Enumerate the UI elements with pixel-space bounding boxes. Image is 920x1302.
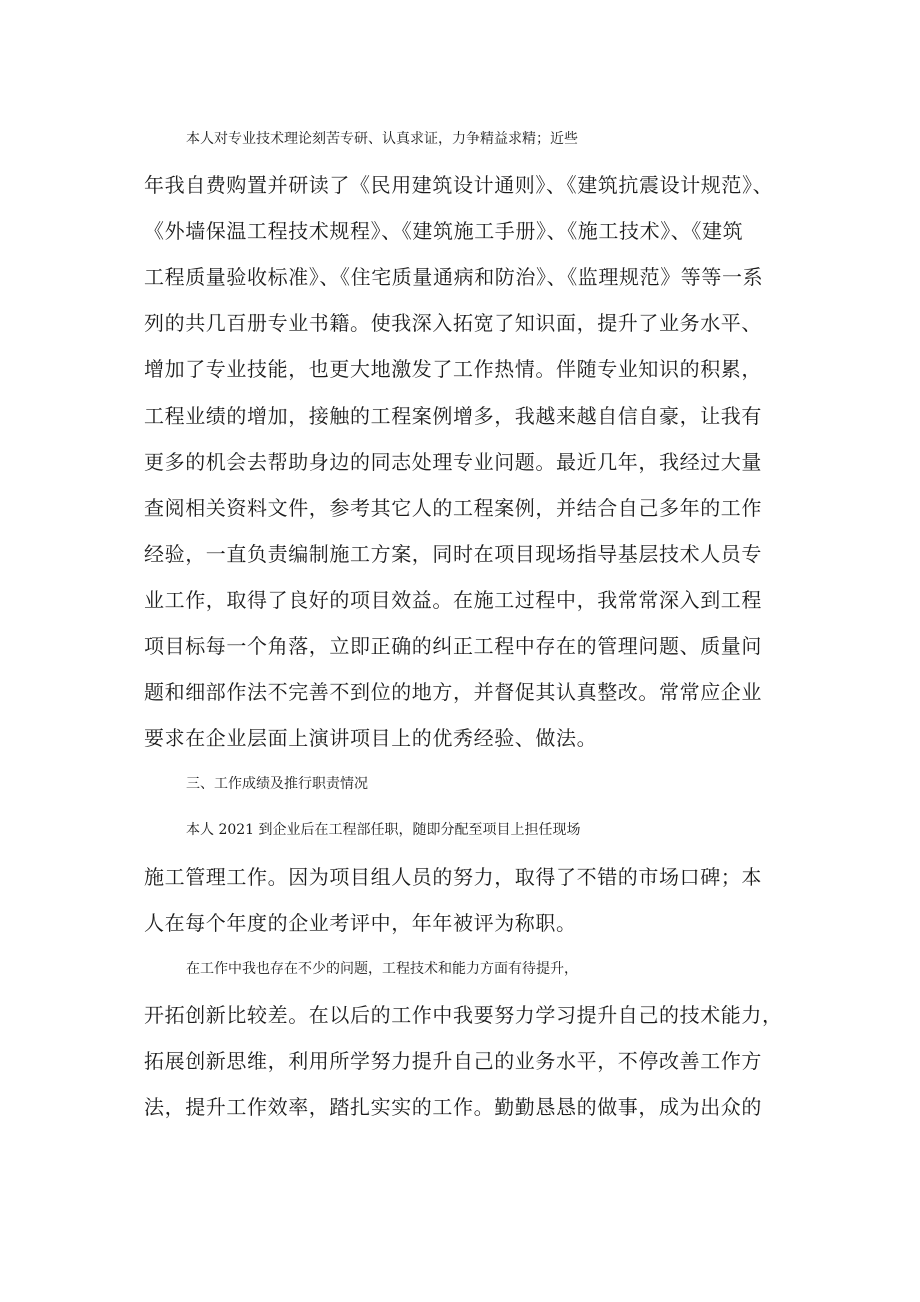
paragraph-line: 人在每个年度的企业考评中，年年被评为称职。 [144, 910, 577, 935]
paragraph-line: 增加了专业技能，也更大地激发了工作热情。伴随专业知识的积累， [144, 357, 762, 382]
paragraph-line: 要求在企业层面上演讲项目上的优秀经验、做法。 [144, 726, 598, 751]
paragraph-line: 列的共几百册专业书籍。使我深入拓宽了知识面，提升了业务水平、 [144, 311, 762, 336]
paragraph-line: 工程业绩的增加，接触的工程案例增多，我越来越自信自豪，让我有 [144, 403, 762, 428]
paragraph-line: 拓展创新思维，利用所学努力提升自己的业务水平，不停改善工作方 [144, 1048, 762, 1073]
paragraph-line: 本人 2021 到企业后在工程部任职，随即分配至项目上担任现场 [186, 822, 581, 839]
document-body [144, 116, 794, 1130]
paragraph-line: 更多的机会去帮助身边的同志处理专业问题。最近几年，我经过大量 [144, 449, 762, 474]
paragraph-line: 经验，一直负责编制施工方案，同时在项目现场指导基层技术人员专 [144, 541, 762, 566]
paragraph-line: 开拓创新比较差。在以后的工作中我要努力学习提升自己的技术能力， [144, 1002, 783, 1027]
paragraph-line: 施工管理工作。因为项目组人员的努力，取得了不错的市场口碑；本 [144, 864, 762, 889]
paragraph-line: 业工作，取得了良好的项目效益。在施工过程中，我常常深入到工程 [144, 587, 762, 612]
section-heading: 三、工作成绩及推行职责情况 [186, 776, 368, 793]
paragraph-line: 查阅相关资料文件，参考其它人的工程案例，并结合自己多年的工作 [144, 495, 762, 520]
paragraph-line: 《外墙保温工程技术规程》、《建筑施工手册》、《施工技术》、《建筑 [144, 219, 744, 244]
paragraph-line: 项目标每一个角落，立即正确的纠正工程中存在的管理问题、质量问 [144, 634, 762, 659]
paragraph-line: 本人对专业技术理论刻苦专研、认真求证，力争精益求精；近些 [186, 131, 578, 147]
paragraph-line: 在工作中我也存在不少的问题，工程技术和能力方面有待提升， [186, 960, 578, 977]
paragraph-line: 法，提升工作效率，踏扎实实的工作。勤勤恳恳的做事，成为出众的 [144, 1094, 762, 1119]
paragraph-line: 工程质量验收标准》、《住宅质量通病和防治》、《监理规范》等等一系 [144, 265, 764, 290]
paragraph-line: 年我自费购置并研读了《民用建筑设计通则》、《建筑抗震设计规范》、 [144, 173, 774, 198]
paragraph-line: 题和细部作法不完善不到位的地方，并督促其认真整改。常常应企业 [144, 680, 762, 705]
